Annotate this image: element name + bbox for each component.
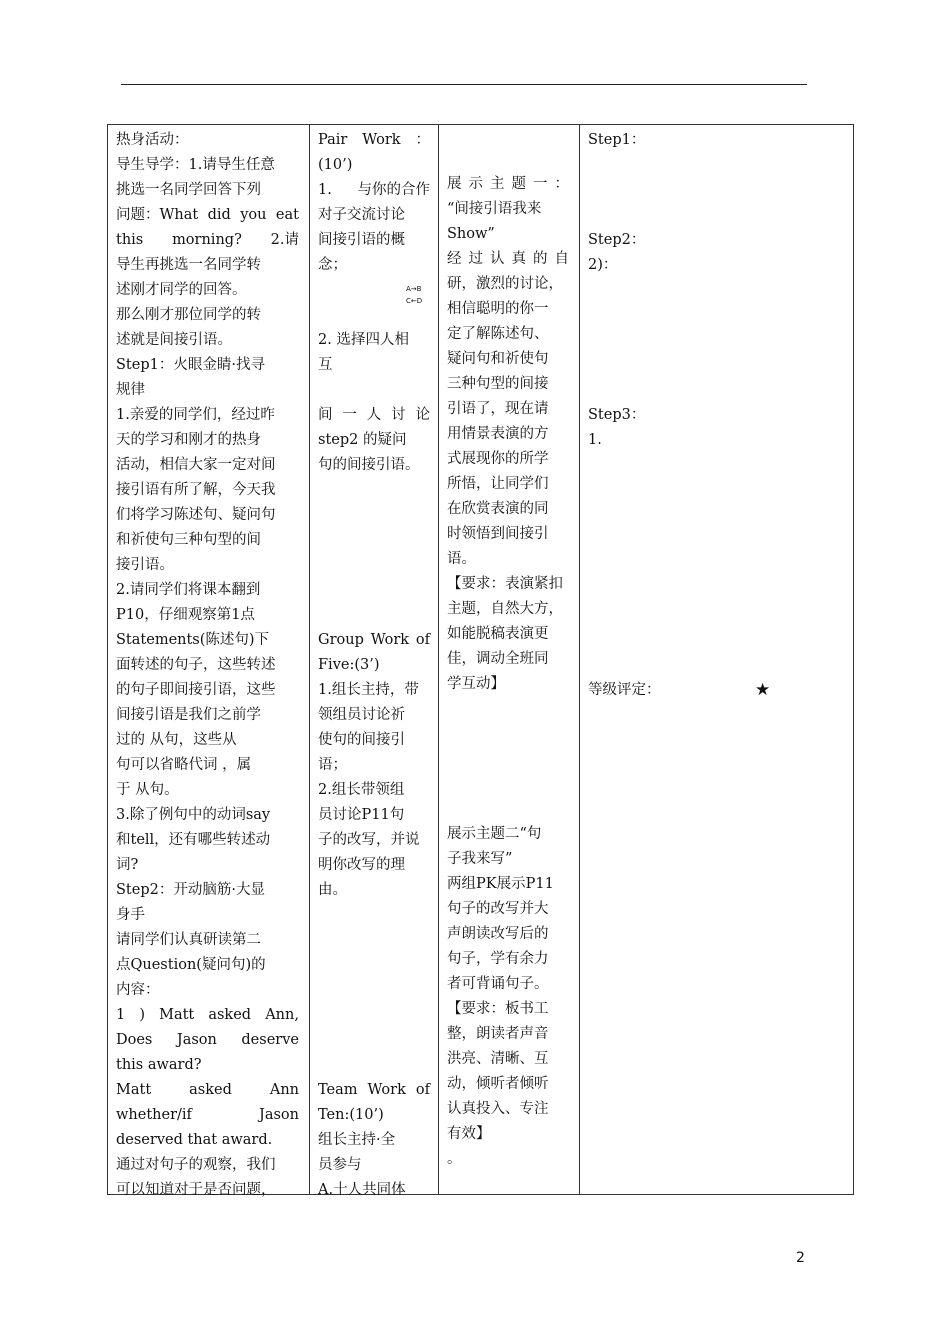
col1-word: this	[116, 232, 144, 248]
col1-line: 接引语。	[116, 557, 174, 573]
col2-line	[318, 403, 430, 428]
col1-line: 热身活动：	[116, 132, 189, 148]
col2-line: 使句的间接引	[318, 732, 405, 748]
col1-word: )	[139, 1007, 145, 1023]
col3-word: 展	[447, 176, 462, 193]
col1-line	[116, 228, 299, 253]
col2-line: 2. 选择四人相	[318, 332, 409, 348]
col3-line: 学互动】	[447, 676, 505, 693]
col1-line: 导生再挑选一名同学转	[116, 257, 261, 273]
pair-arrow-symbol: C←D	[406, 297, 423, 305]
col3-line: 在欣赏表演的同	[447, 501, 549, 518]
col1-word: asked	[189, 1082, 232, 1098]
col3-line: 研，激烈的讨论，	[447, 276, 563, 293]
col1-line	[116, 1028, 299, 1053]
col2-line: 句的间接引语。	[318, 457, 420, 473]
col2-line: 2.组长带领组	[318, 782, 405, 798]
col2-word: ：	[415, 132, 430, 148]
col3-line: 洪亮、清晰、互	[447, 1051, 549, 1068]
col2-word: of	[415, 1082, 430, 1098]
col2-line: 语；	[318, 757, 347, 773]
col2-line: 对子交流讨论	[318, 207, 405, 223]
col1-line: 点Question(疑问句)的	[116, 957, 266, 973]
col1-line	[116, 178, 299, 203]
col1-line: 间接引语是我们之前学	[116, 707, 261, 723]
col2-line: 由。	[318, 882, 347, 898]
col2-word: Work	[367, 1082, 406, 1098]
col4-line: Step3：	[588, 407, 646, 423]
col1-word: eat	[275, 207, 299, 223]
col1-line: 可以知道对于是否问题，	[116, 1182, 276, 1198]
col4-line: 等级评定：	[588, 682, 661, 698]
column-presentation	[439, 125, 580, 1194]
col1-line: 词?	[116, 857, 139, 873]
col1-line	[116, 1103, 299, 1128]
col2-word: 人	[366, 407, 382, 423]
col2-line	[318, 628, 430, 653]
col3-line	[447, 172, 569, 197]
col1-line: Statements(陈述句)下	[116, 632, 270, 648]
col1-line: 内容：	[116, 982, 160, 998]
col1-word: morning?	[172, 232, 242, 248]
col1-line: Step2：开动脑筋·大显	[116, 882, 265, 898]
col3-line: 句子的改写并大	[447, 901, 549, 918]
col4-line: Step1：	[588, 132, 646, 148]
col3-word: 真	[511, 251, 526, 268]
col3-line: 认真投入、专注	[447, 1101, 549, 1118]
col3-line	[447, 247, 569, 272]
col1-line: 过的 从句，这些从	[116, 732, 237, 748]
col3-line: 时领悟到间接引	[447, 526, 549, 543]
col1-word: Does	[116, 1032, 153, 1048]
col3-word: 的	[533, 251, 548, 268]
col2-line	[318, 178, 430, 203]
col1-line	[116, 603, 299, 628]
col2-line: 子的改写，并说	[318, 832, 420, 848]
col3-word: 主	[490, 176, 505, 193]
col1-line: 于 从句。	[116, 782, 179, 798]
col3-word: 题	[511, 176, 526, 193]
col2-line: 员参与	[318, 1157, 362, 1173]
col3-line: “间接引语我来	[447, 201, 542, 218]
col1-word: asked	[208, 1007, 252, 1023]
col3-line: 定了解陈述句、	[447, 326, 549, 343]
col1-line: 2.请同学们将课本翻到	[116, 582, 261, 598]
col2-line: (10’)	[318, 157, 353, 173]
page-number: 2	[796, 1250, 805, 1266]
col1-word: Ann	[269, 1082, 299, 1098]
col3-line: 语。	[447, 551, 476, 568]
col3-line: 疑问句和祈使句	[447, 351, 549, 368]
col3-line: 动，倾听者倾听	[447, 1076, 549, 1093]
col3-word: 经	[447, 251, 462, 268]
col1-word: 问题：What	[116, 207, 199, 223]
col3-line: 佳，调动全班同	[447, 651, 549, 668]
col1-line: 和tell，还有哪些转述动	[116, 832, 271, 848]
col2-word: 间	[318, 407, 333, 423]
col3-line: 如能脱稿表演更	[447, 626, 549, 643]
col2-line: step2 的疑问	[318, 432, 407, 448]
col2-line: 念；	[318, 257, 347, 273]
col3-line: 式展现你的所学	[447, 451, 549, 468]
col1-line: 面转述的句子，这些转述	[116, 657, 276, 673]
col1-line	[116, 203, 299, 228]
col3-word: 自	[554, 251, 569, 268]
col1-word: Ann,	[265, 1007, 299, 1023]
col2-line: 领组员讨论祈	[318, 707, 405, 723]
col4-line: 1.	[588, 432, 602, 448]
lesson-table	[107, 124, 854, 1198]
col1-word: deserve	[241, 1032, 299, 1048]
col1-word: 挑选一名同学回答下列	[116, 182, 261, 198]
col1-line: Step1：火眼金睛·找寻	[116, 357, 265, 373]
col2-line: A.十人共同体	[318, 1182, 406, 1198]
col2-line	[318, 1078, 430, 1103]
col3-line: 主题，自然大方，	[447, 601, 563, 618]
col2-line: Ten:(10’)	[318, 1107, 384, 1123]
col1-line: 活动，相信大家一定对间	[116, 457, 276, 473]
col3-word: 过	[468, 251, 483, 268]
col3-word: 一	[533, 176, 548, 193]
col1-line: 的句子即间接引语，这些	[116, 682, 276, 698]
rating-star-icon: ★	[755, 680, 771, 700]
col1-line: 3.除了例句中的动词say	[116, 807, 271, 823]
column-steps	[580, 125, 853, 1194]
col3-line: 【要求：板书工	[447, 1001, 549, 1018]
header-rule	[121, 84, 807, 85]
col1-word: did	[207, 207, 231, 223]
col3-line: Show”	[447, 226, 495, 243]
col4-line: 2)：	[588, 257, 618, 273]
col1-word: 1	[116, 1007, 126, 1023]
col3-line: 两组PK展示P11	[447, 876, 554, 893]
col2-word: Team	[318, 1082, 358, 1098]
col2-word: of	[415, 632, 430, 648]
col2-word: Pair	[318, 132, 348, 148]
col1-line: 导生导学：1.请导生任意	[116, 157, 275, 173]
col1-word: you	[240, 207, 267, 223]
col2-line: 明你改写的理	[318, 857, 405, 873]
column-group-work	[310, 125, 439, 1198]
col3-line: 三种句型的间接	[447, 376, 549, 393]
col3-line: 。	[447, 1151, 462, 1168]
col1-line: 句可以省略代词 ，属	[116, 757, 252, 773]
col1-line: 规律	[116, 382, 145, 398]
col1-word: Jason	[259, 1107, 299, 1123]
col2-line: 1.组长主持，带	[318, 682, 419, 698]
col1-word: Jason	[176, 1032, 217, 1048]
col2-line	[318, 128, 430, 153]
col1-line: this award?	[116, 1057, 202, 1073]
col1-line: 述刚才同学的回答。	[116, 282, 247, 298]
col3-line: 相信聪明的你一	[447, 301, 549, 318]
col3-line: 有效】	[447, 1126, 491, 1143]
col1-word: 2.请	[270, 232, 299, 248]
col2-word: Work	[370, 632, 410, 648]
col1-line	[116, 1078, 299, 1103]
col1-word: Matt	[159, 1007, 195, 1023]
col2-word: 论	[415, 407, 430, 423]
col2-word: Work	[362, 132, 401, 148]
col1-line: deserved that award.	[116, 1132, 273, 1148]
col3-word: 认	[490, 251, 505, 268]
col3-line: 【要求：表演紧扣	[447, 576, 563, 593]
col2-word: 1.	[318, 182, 332, 198]
col2-word: 一	[342, 407, 357, 423]
col3-line: 展示主题二“句	[447, 826, 542, 843]
col1-line: 身手	[116, 907, 145, 923]
col2-word: Group	[318, 632, 364, 648]
col1-line: 述就是间接引语。	[116, 332, 232, 348]
col3-line: 子我来写”	[447, 851, 513, 868]
col3-line: 者可背诵句子。	[447, 976, 549, 993]
col2-line: Five:(3’)	[318, 657, 380, 673]
col2-line: 互	[318, 357, 333, 373]
col3-line: 句子，学有余力	[447, 951, 549, 968]
col1-line: 和祈使句三种句型的间	[116, 532, 261, 548]
col1-line: 们将学习陈述句、疑问句	[116, 507, 276, 523]
pair-arrow-symbol: A→B	[406, 285, 422, 293]
col3-line: 所悟，让同学们	[447, 476, 549, 493]
col1-word: P10，仔细观察第1点	[116, 607, 255, 623]
col3-line: 用情景表演的方	[447, 426, 549, 443]
col1-word: Matt	[116, 1082, 152, 1098]
col2-word: 讨	[391, 407, 406, 423]
col2-line: 组长主持·全	[318, 1132, 396, 1148]
col2-line: 员讨论P11句	[318, 807, 405, 823]
col1-line: 天的学习和刚才的热身	[116, 432, 261, 448]
col3-word: ：	[554, 176, 569, 193]
col3-line: 引语了，现在请	[447, 401, 549, 418]
col2-line: 间接引语的概	[318, 232, 405, 248]
col3-line: 整，朗读者声音	[447, 1026, 549, 1043]
col1-word: whether/if	[116, 1107, 192, 1123]
col1-line: 那么刚才那位同学的转	[116, 307, 261, 323]
col3-word: 示	[468, 176, 483, 193]
col1-line: 通过对句子的观察，我们	[116, 1157, 276, 1173]
col3-line: 声朗读改写后的	[447, 926, 549, 943]
col1-line: 请同学们认真研读第二	[116, 932, 261, 948]
col1-line	[116, 1003, 299, 1028]
col1-line: 接引语有所了解，今天我	[116, 482, 276, 498]
col1-line: 1.亲爱的同学们，经过昨	[116, 407, 275, 423]
column-teaching-content	[108, 125, 310, 1198]
col2-word: 与你的合作	[357, 182, 430, 198]
col4-line: Step2：	[588, 232, 646, 248]
